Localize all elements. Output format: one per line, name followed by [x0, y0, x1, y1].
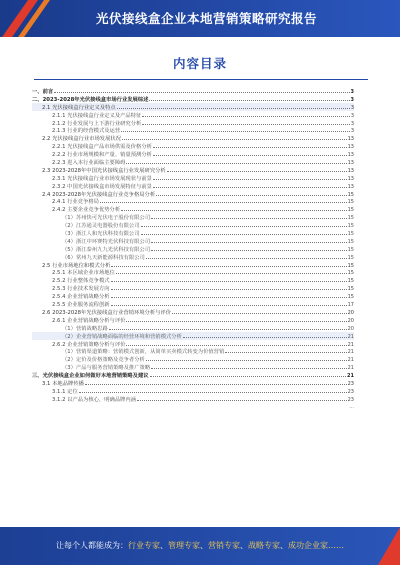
- toc-entry-label: （5）浙江泰州九九光伏科技有限公司: [62, 246, 151, 253]
- toc-entry-label: 一、前言: [32, 89, 54, 95]
- toc-entry-label: 2.1.2 行业发展与上下游行业研究分析: [52, 120, 142, 127]
- toc-entry[interactable]: [32, 292, 354, 300]
- toc-entry-page-number: 3: [350, 89, 354, 95]
- toc-leader-dots: [122, 134, 347, 140]
- toc-entry-page-number: 15: [347, 278, 354, 285]
- toc-entry-page-number: 15: [347, 238, 354, 245]
- toc-leader-dots: [137, 395, 347, 401]
- toc-entry-label: 2.6.2 企业营销策略分析与评价: [52, 341, 126, 348]
- toc-entry-label: （2）定价及价格策略及竞争者分析: [62, 357, 145, 364]
- toc-entry[interactable]: [32, 87, 354, 95]
- toc-leader-dots: [151, 363, 347, 369]
- toc-entry-page-number: 13: [347, 175, 354, 182]
- toc-entry-label: （3）产品与服务营销策略及推广策略: [62, 365, 151, 372]
- toc-entry-page-number: 20: [347, 317, 354, 324]
- toc-entry[interactable]: [32, 371, 354, 379]
- footer-role: 战略专家: [248, 541, 280, 550]
- toc-entry[interactable]: [32, 253, 354, 261]
- toc-entry-page-number: 23: [347, 396, 354, 403]
- toc-entry-page-number: 13: [347, 152, 354, 159]
- toc-entry-label: 3.1.1 定位: [52, 388, 78, 395]
- toc-entry-page-number: 15: [347, 223, 354, 230]
- toc-leader-dots: [142, 119, 349, 125]
- toc-entry[interactable]: [32, 142, 354, 150]
- header-decoration: [0, 0, 64, 37]
- toc-leader-dots: [153, 150, 347, 156]
- toc-entry[interactable]: [32, 316, 354, 324]
- toc-entry[interactable]: [32, 332, 354, 340]
- toc-leader-dots: [149, 95, 349, 101]
- toc-entry-label: （1）营销渠道策略：营销模式创新，从简单买卖模式转变为价值营销: [62, 349, 225, 356]
- toc-entry-label: 2.5.2 行业整体竞争模式: [52, 278, 110, 285]
- toc-entry[interactable]: [32, 111, 354, 119]
- toc-entry-label: 2.6 2023-2028年光伏接线盒行业营销环境分析与评价: [42, 309, 172, 316]
- toc-entry-label: 3.1.2 以产品为核心，明确品牌内涵: [52, 396, 137, 403]
- toc-entry[interactable]: [32, 103, 354, 111]
- footer-role: 营销专家: [208, 541, 240, 550]
- toc-entry-label: 2.5.4 企业营销战略分析: [52, 294, 110, 301]
- toc-entry-page-number: 15: [347, 262, 354, 269]
- toc-leader-dots: [151, 237, 347, 243]
- toc-entry-page-number: 15: [347, 286, 354, 293]
- toc-entry-page-number: 20: [347, 309, 354, 316]
- toc-entry-label: 2.4.1 行业竞争格局: [52, 199, 99, 206]
- toc-entry[interactable]: [32, 126, 354, 134]
- toc-entry[interactable]: [32, 119, 354, 127]
- toc-entry-page-number: 15: [347, 207, 354, 214]
- toc-entry[interactable]: [32, 268, 354, 276]
- toc-leader-dots: [151, 213, 347, 219]
- toc-entry-page-number: 20: [347, 325, 354, 332]
- toc-entry-page-number: 15: [347, 215, 354, 222]
- toc-leader-dots: [100, 197, 347, 203]
- toc-entry-label: 2.4 2023-2028年光伏接线盒行业竞争格局分析: [42, 191, 156, 198]
- toc-entry-label: 2.3.1 光伏接线盒行业市场发展现状与前景: [52, 175, 152, 182]
- toc-leader-dots: [141, 229, 347, 235]
- toc-leader-dots: [141, 221, 347, 227]
- footer-role: 行业专家: [128, 541, 160, 550]
- toc-entry[interactable]: [32, 213, 354, 221]
- toc-leader-dots: [156, 190, 346, 196]
- toc-entry-label: 2.1.3 行业的经营模式及运营: [52, 128, 121, 135]
- toc-entry-page-number: 23: [347, 388, 354, 395]
- toc-leader-dots: [111, 284, 347, 290]
- toc-entry-label: 2.5 行业市场地位和模式分析: [42, 262, 111, 269]
- toc-entry[interactable]: [32, 221, 354, 229]
- toc-entry-label: 2.2.2 行业市场规模和产量、销量预测分析: [52, 152, 152, 159]
- toc-entry[interactable]: [32, 158, 354, 166]
- toc-leader-dots: [126, 158, 346, 164]
- toc-heading: 内容目录: [172, 56, 227, 71]
- toc-entry-page-number: 15: [347, 254, 354, 261]
- toc-entry-page-number: 15: [347, 270, 354, 277]
- toc-entry-label: 2.4.2 主要企业竞争优势分析: [52, 207, 121, 214]
- toc-leader-dots: [121, 205, 346, 211]
- toc-leader-dots: [111, 292, 347, 298]
- table-of-contents: [32, 87, 354, 411]
- toc-entry-page-number: 15: [347, 294, 354, 301]
- toc-entry[interactable]: [32, 205, 354, 213]
- toc-entry-page-number: 3: [350, 112, 354, 119]
- toc-heading-divider: [34, 79, 368, 80]
- toc-entry-page-number: 3: [350, 96, 354, 103]
- toc-entry[interactable]: [32, 340, 354, 348]
- toc-entry[interactable]: [32, 387, 354, 395]
- toc-entry[interactable]: [32, 166, 354, 174]
- toc-leader-dots: [126, 316, 346, 322]
- toc-entry[interactable]: [32, 174, 354, 182]
- toc-entry[interactable]: [32, 245, 354, 253]
- toc-entry[interactable]: [32, 355, 354, 363]
- toc-leader-dots: [146, 355, 347, 361]
- toc-leader-dots: [151, 245, 347, 251]
- toc-entry-page-number: 13: [347, 167, 354, 174]
- toc-entry-label: 2.3 2023-2028年中国光伏接线盒行业发展研究分析: [42, 167, 166, 174]
- toc-entry[interactable]: [32, 347, 354, 355]
- toc-entry[interactable]: [32, 300, 354, 308]
- toc-entry-page-number: 13: [347, 183, 354, 190]
- toc-entry-page-number: 21: [347, 349, 354, 356]
- toc-leader-dots: [111, 300, 347, 306]
- toc-leader-dots: [121, 126, 350, 132]
- toc-entry-page-number: 21: [347, 373, 354, 380]
- toc-entry-label: 2.3.2 中国光伏接线盒市场发展特征与前景: [52, 183, 152, 190]
- toc-leader-dots: [142, 111, 349, 117]
- footer-role: 管理专家: [168, 541, 200, 550]
- toc-entry-page-number: 13: [347, 136, 354, 143]
- toc-leader-dots: [150, 371, 346, 377]
- toc-entry-label: 二、2023-2028年光伏接线盒市场行业发展综述: [32, 96, 149, 103]
- toc-leader-dots: [85, 379, 347, 385]
- report-footer-banner: [0, 527, 400, 565]
- toc-entry[interactable]: [32, 379, 354, 387]
- toc-entry-label: 三、光伏接线盒企业如何做好本地营销策略及建议: [32, 373, 149, 380]
- toc-leader-dots: [79, 387, 347, 393]
- toc-entry-page-number: 3: [350, 104, 354, 111]
- toc-entry[interactable]: [32, 190, 354, 198]
- toc-leader-dots: [183, 332, 347, 338]
- toc-entry-label: （6）常州九天新能源科技有限公司: [62, 254, 145, 261]
- toc-entry-label: （2）江苏通灵电器股份有限公司: [62, 223, 140, 230]
- toc-entry-label: （1）营销战略思路: [62, 325, 108, 332]
- toc-entry-page-number: 21: [347, 333, 354, 340]
- toc-leader-dots: [172, 308, 347, 314]
- toc-entry-label: （1）苏州快可光伏电子股份有限公司: [62, 215, 151, 222]
- toc-entry[interactable]: [32, 95, 354, 103]
- toc-entry-page-number: 3: [350, 128, 354, 135]
- toc-entry[interactable]: [32, 237, 354, 245]
- toc-entry-page-number: 15: [347, 231, 354, 238]
- toc-entry-label: （4）浙江中环赛特光伏科技有限公司: [62, 238, 151, 245]
- toc-leader-dots: [111, 261, 346, 267]
- toc-entry-label: 2.1.1 光伏接线盒行业定义及产品特征: [52, 112, 142, 119]
- toc-leader-dots: [225, 347, 346, 353]
- toc-entry[interactable]: [32, 276, 354, 284]
- toc-leader-dots: [117, 103, 350, 109]
- toc-entry[interactable]: [32, 308, 354, 316]
- toc-entry-page-number: 23: [347, 380, 354, 387]
- footer-role: 成功企业家……: [288, 541, 344, 550]
- toc-entry-label: 2.2 光伏接线盒行业市场发展状况: [42, 136, 121, 143]
- report-header-banner: [0, 0, 400, 37]
- toc-entry-page-number: 21: [347, 341, 354, 348]
- toc-entry[interactable]: [32, 284, 354, 292]
- toc-entry[interactable]: [32, 395, 354, 403]
- toc-leader-dots: [153, 182, 347, 188]
- toc-entry[interactable]: [32, 229, 354, 237]
- toc-entry-label: 2.5.1 本区域企业市场地位: [52, 270, 115, 277]
- toc-entry-label: 2.5.3 行业技术发展方向: [52, 286, 110, 293]
- toc-entry-page-number: 15: [347, 199, 354, 206]
- toc-entry-label: （3）浙江人和光伏科技有限公司: [62, 231, 140, 238]
- toc-entry-page-number: 21: [347, 365, 354, 372]
- toc-leader-dots: [126, 340, 346, 346]
- toc-entry-page-number: 3: [350, 120, 354, 127]
- toc-entry-label: 3.1 本地品牌传播: [42, 380, 84, 387]
- toc-entry-page-number: 15: [347, 191, 354, 198]
- toc-leader-dots: [116, 268, 347, 274]
- toc-entry[interactable]: [32, 150, 354, 158]
- toc-entry[interactable]: [32, 261, 354, 269]
- toc-entry-page-number: 13: [347, 144, 354, 151]
- toc-leader-dots: [153, 142, 347, 148]
- toc-leader-dots: [146, 253, 347, 259]
- toc-continuation-marker: ...: [349, 403, 354, 410]
- toc-leader-dots: [111, 276, 347, 282]
- toc-entry[interactable]: [32, 182, 354, 190]
- toc-leader-dots: [54, 87, 349, 93]
- toc-entry[interactable]: [32, 363, 354, 371]
- footer-slogan: 让每个人都能成为：行业专家、管理专家、营销专家、战略专家、成功企业家……: [56, 541, 344, 550]
- toc-entry[interactable]: [32, 134, 354, 142]
- toc-entry-label: 2.1 光伏接线盒行业定义及特点: [42, 104, 116, 111]
- toc-entry-label: 2.5.5 企业服务流程创新: [52, 302, 110, 309]
- toc-entry-page-number: 21: [347, 357, 354, 364]
- toc-entry-page-number: 13: [347, 160, 354, 167]
- toc-entry[interactable]: [32, 324, 354, 332]
- toc-leader-dots: [167, 166, 347, 172]
- toc-entry-page-number: 15: [347, 246, 354, 253]
- toc-entry-label: （2）企业营销战略面临的经营环境和营销模式分析: [62, 333, 182, 340]
- footer-slogan-lead: 让每个人都能成为: [56, 541, 120, 550]
- toc-entry-page-number: 17: [347, 302, 354, 309]
- toc-entry-label: 2.6.1 企业营销战略分析与评价: [52, 317, 126, 324]
- toc-entry-label: 2.2.3 进入本行业面临主要障碍: [52, 160, 126, 167]
- toc-entry-label: 2.2.1 光伏接线盒产品市场供需及价格分析: [52, 144, 152, 151]
- toc-leader-dots: [153, 174, 347, 180]
- toc-leader-dots: [109, 324, 347, 330]
- report-title: 光伏接线盒企业本地营销策略研究报告: [96, 11, 318, 26]
- toc-entry[interactable]: [32, 197, 354, 205]
